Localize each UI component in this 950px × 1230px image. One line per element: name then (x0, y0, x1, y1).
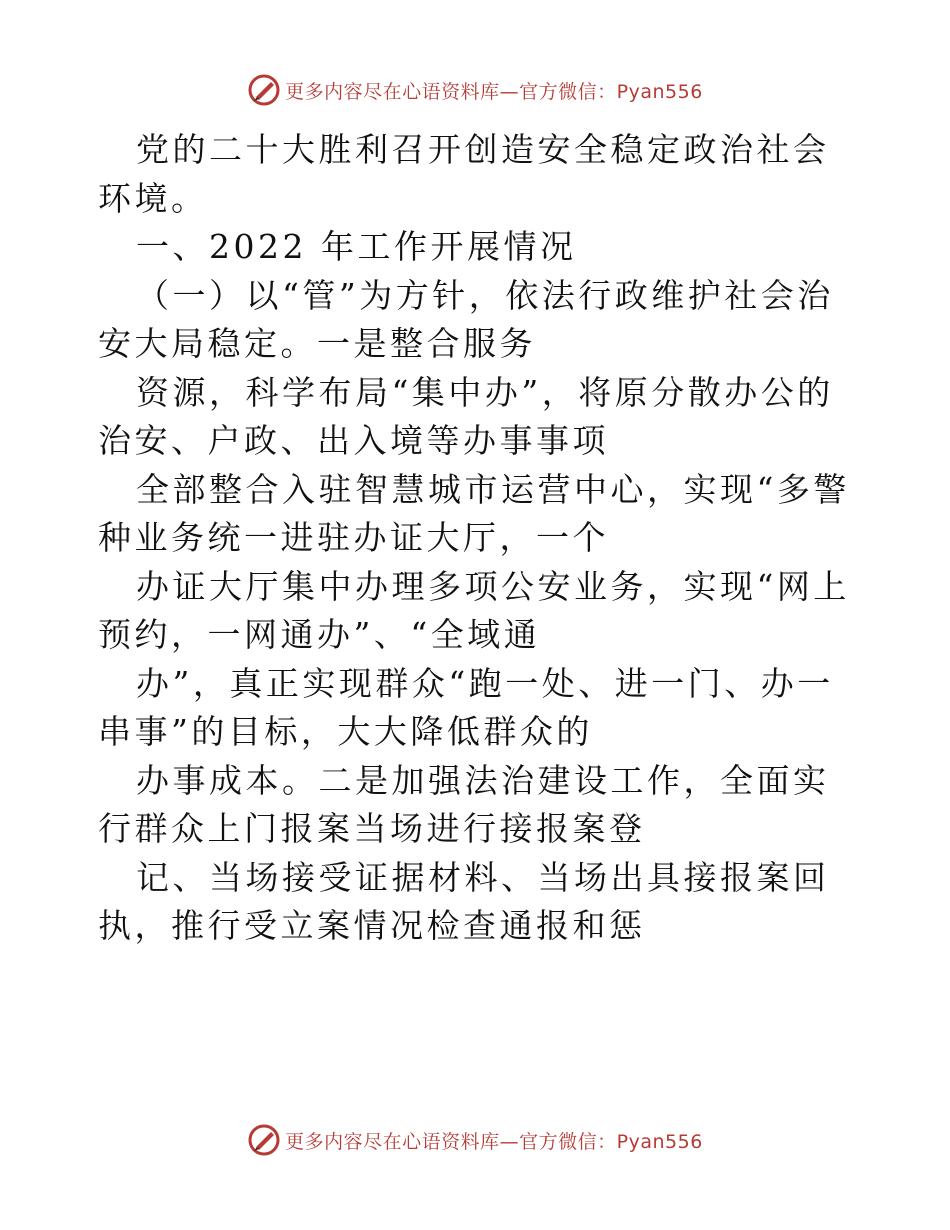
watermark-footer (0, 1120, 950, 1160)
watermark-text: 更多内容尽在心语资料库—官方微信：Pyan556 (285, 1130, 703, 1153)
paragraph: 办”，真正实现群众“跑一处、进一门、办一串事”的目标，大大降低群众的 (98, 663, 834, 751)
paragraph: 办证大厅集中办理多项公安业务，实现“网上预约，一网通办”、“全域通 (98, 566, 850, 654)
quill-logo-icon (247, 1123, 281, 1157)
section-heading: 一、2022 年工作开展情况 (136, 227, 577, 266)
paragraph: 党的二十大胜利召开创造安全稳定政治社会环境。 (98, 130, 830, 218)
paragraph: 记、当场接受证据材料、当场出具接报案回执，推行受立案情况检查通报和惩 (98, 857, 830, 945)
paragraph: 全部整合入驻智慧城市运营中心，实现“多警种业务统一进驻办证大厅，一个 (98, 469, 850, 557)
quill-logo-icon (247, 73, 281, 107)
paragraph: 办事成本。二是加强法治建设工作，全面实行群众上门报案当场进行接报案登 (98, 760, 830, 848)
paragraph: 资源，科学布局“集中办”，将原分散办公的治安、户政、出入境等办事事项 (98, 372, 834, 460)
watermark-header (0, 70, 950, 110)
watermark-text: 更多内容尽在心语资料库—官方微信：Pyan556 (285, 80, 703, 103)
paragraph: （一）以“管”为方针，依法行政维护社会治安大局稳定。一是整合服务 (98, 275, 834, 363)
document-body (98, 126, 858, 951)
